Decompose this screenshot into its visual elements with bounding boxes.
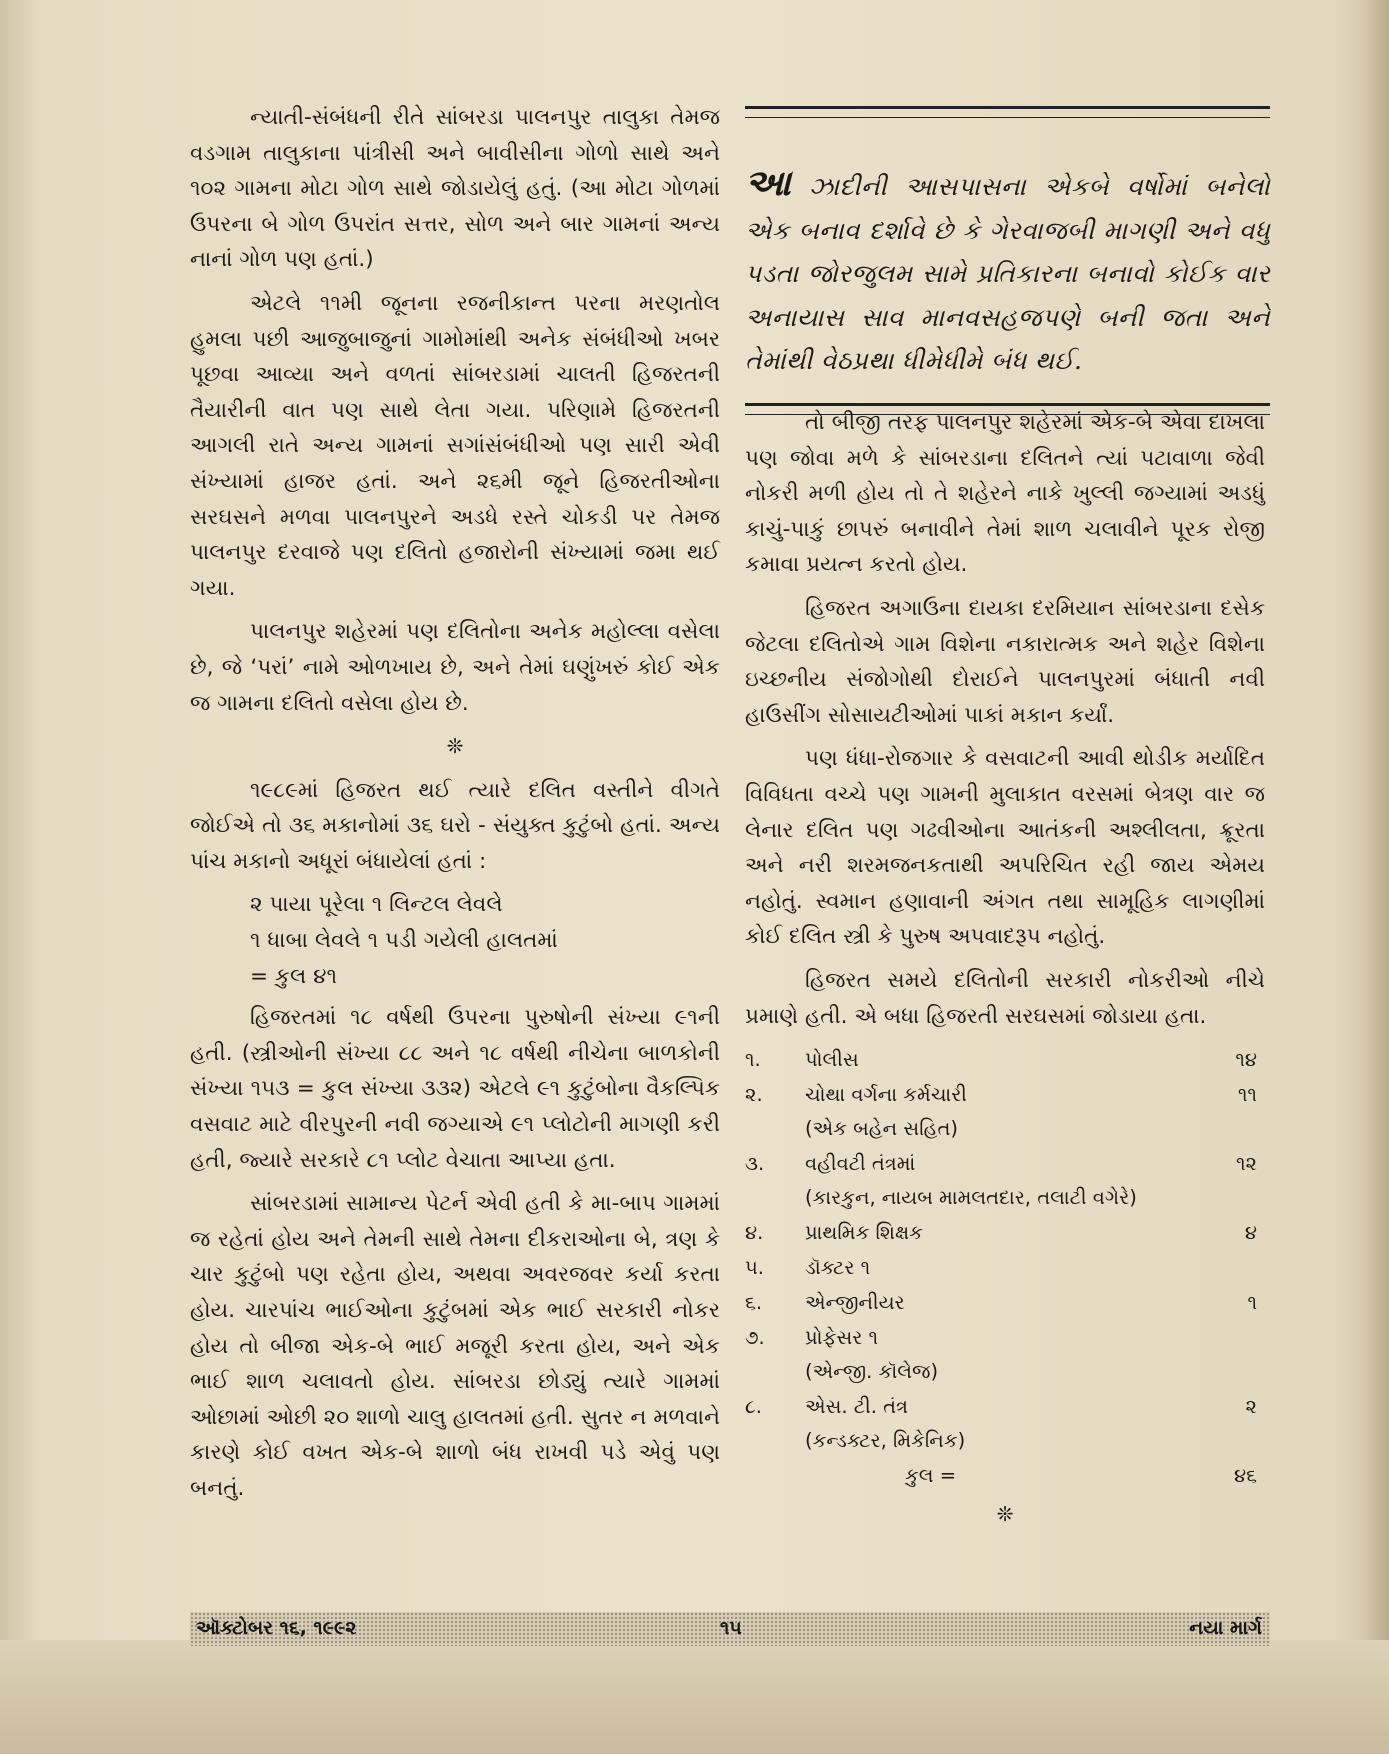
job-note: (કારકુન, નાયબ મામલતદાર, તલાટી વગેરે) xyxy=(805,1186,1137,1210)
total-label: કુલ = xyxy=(905,1464,957,1488)
job-label: પોલીસ xyxy=(805,1048,859,1072)
job-count xyxy=(1197,1250,1265,1285)
table-row xyxy=(745,1077,1265,1112)
job-number: ૧. xyxy=(745,1048,761,1072)
page-number: ૧૫ xyxy=(720,1617,742,1639)
job-count: ૧૪ xyxy=(1235,1048,1257,1072)
table-row xyxy=(745,1389,1265,1424)
section-divider-star: ❊ xyxy=(996,1502,1014,1527)
job-label: પ્રોફેસર ૧ xyxy=(805,1326,879,1350)
right-column xyxy=(745,405,1265,1541)
page-bottom-margin xyxy=(0,1640,1389,1754)
job-label: એન્જીનીયર xyxy=(805,1291,905,1315)
paragraph: ૧૯૮૯માં હિજરત થઈ ત્યારે દલિત વસ્તીને વીગતે જોઈએ તો ૩૬ મકાનોમાં ૩૬ ઘરો - સંયુક્ત કુટુંબો હતાં. અન્ય પાંચ મકાનો અધૂરાં બંધાયેલાં હતાં : xyxy=(190,777,720,874)
job-count: ૧૧ xyxy=(1237,1083,1257,1107)
job-count: ૪ xyxy=(1244,1221,1257,1245)
table-row xyxy=(745,1146,1265,1181)
job-number: ૪. xyxy=(745,1221,764,1245)
job-count: ૧૨ xyxy=(1235,1152,1257,1176)
footer-date: ઑક્ટોબર ૧૬, ૧૯૯૨ xyxy=(196,1617,357,1639)
pull-quote-top-rule xyxy=(745,106,1270,118)
table-cell-empty xyxy=(745,1424,805,1458)
list-item: ૧ ધાબા લેવલે ૧ પડી ગયેલી હાલતમાં xyxy=(250,928,558,954)
pull-quote-box xyxy=(745,106,1270,415)
table-row xyxy=(745,1250,1265,1285)
job-count xyxy=(1197,1320,1265,1355)
job-note: (એક બહેન સહિત) xyxy=(805,1117,958,1141)
paragraph: હિજરતમાં ૧૮ વર્ષથી ઉપરના પુરુષોની સંખ્યા ૯૧ની હતી. (સ્ત્રીઓની સંખ્યા ૮૮ અને ૧૮ વર્ષથી નીચેના બાળકોની સંખ્યા ૧૫૩ = કુલ સંખ્યા ૩૩૨) એટલે ૯૧ કુટુંબોના વૈકલ્પિક વસવાટ માટે વીરપુરની નવી જગ્યાએ ૯૧ પ્લોટોની માગણી કરી હતી, જ્યારે સરકારે ૮૧ પ્લોટ વેચાતા આપ્યા હતા. xyxy=(190,1005,720,1173)
page-footer xyxy=(190,1612,1270,1646)
job-count: ૨ xyxy=(1245,1395,1257,1419)
job-label: પ્રાથમિક શિક્ષક xyxy=(805,1221,923,1245)
job-number: ૩. xyxy=(745,1152,765,1176)
job-label: ડૉક્ટર ૧ xyxy=(805,1256,871,1280)
left-column xyxy=(190,100,720,1515)
table-row xyxy=(745,1285,1265,1320)
job-number: ૫. xyxy=(745,1256,765,1280)
list-total: = કુલ ૪૧ xyxy=(250,963,337,989)
page-edge xyxy=(1361,0,1389,1754)
paragraph: પણ ધંધા-રોજગાર કે વસવાટની આવી થોડીક મર્યાદિત વિવિધતા વચ્ચે પણ ગામની મુલાકાત વરસમાં બેત્રણ વાર જ લેનાર દલિત પણ ગઢવીઓના આતંકની અશ્લીલતા, ક્રૂરતા અને નરી શરમજનકતાથી અપરિચિત રહી જાય એમય નહોતું. સ્વમાન હણાવાની અંગત તથા સામૂહિક લાગણીમાં કોઈ દલિત સ્ત્રી કે પુરુષ અપવાદરૂપ નહોતું. xyxy=(745,746,1265,950)
job-note: (કન્ડક્ટર, મિકેનિક) xyxy=(805,1429,966,1453)
list-item: ૨ પાયા પૂરેલા ૧ લિન્ટલ લેવલે xyxy=(250,892,503,918)
paragraph: તો બીજી તરફ પાલનપુર શહેરમાં એક-બે એવા દાખલા પણ જોવા મળે કે સાંબરડાના દલિતને ત્યાં પટાવાળા જેવી નોકરી મળી હોય તો તે શહેરને નાકે ખુલ્લી જગ્યામાં અડધું કાચું-પાકું છાપરું બનાવીને તેમાં શાળ ચલાવીને પૂરક રોજી કમાવા પ્રયત્ન કરતો હોય. xyxy=(745,410,1265,578)
paragraph: ન્યાતી-સંબંધની રીતે સાંબરડા પાલનપુર તાલુકા તેમજ વડગામ તાલુકાના પાંત્રીસી અને બાવીસીના ગોળો સાથે અને ૧૦૨ ગામના મોટા ગોળ સાથે જોડાયેલું હતું. (આ મોટા ગોળમાં ઉપરના બે ગોળ ઉપરાંત સત્તર, સોળ અને બાર ગામનાં અન્ય નાનાં ગોળ પણ હતાં.) xyxy=(190,105,720,273)
paragraph: એટલે ૧૧મી જૂનના રજનીકાન્ત પરના મરણતોલ હુમલા પછી આજુબાજુનાં ગામોમાંથી અનેક સંબંધીઓ ખબર પૂછવા આવ્યા અને વળતાં સાંબરડામાં ચાલતી હિજરતની તૈયારીની વાત પણ સાથે લેતા ગયા. પરિણામે હિજરતની આગલી રાતે અન્ય ગામનાં સગાંસંબંધીઓ પણ સારી એવી સંખ્યામાં હાજર હતાં. અને ૨૬મી જૂને હિજરતીઓના સરઘસને મળવા પાલનપુરને અડધે રસ્તે ચોકડી પર તેમજ પાલનપુર દરવાજે પણ દલિતો હજારોની સંખ્યામાં જમા થઈ ગયા. xyxy=(190,290,720,601)
job-number: ૨. xyxy=(745,1083,763,1107)
job-label: ચોથા વર્ગના કર્મચારી xyxy=(805,1083,967,1107)
total-value: ૪૬ xyxy=(1233,1464,1257,1488)
paragraph: સાંબરડામાં સામાન્ય પેટર્ન એવી હતી કે મા-બાપ ગામમાં જ રહેતાં હોય અને તેમની સાથે તેમના દીકરાઓના બે, ત્રણ કે ચાર કુટુંબો પણ રહેતા હોય, અથવા અવરજવર કર્યા કરતા હોય. ચારપાંચ ભાઈઓના કુટુંબમાં એક ભાઈ સરકારી નોકર હોય તો બીજા એક-બે ભાઈ મજૂરી કરતા હોય, અને એક ભાઈ શાળ ચલાવતો હોય. સાંબરડા છોડ્યું ત્યારે ગામમાં ઓછામાં ઓછી ૨૦ શાળો ચાલુ હાલતમાં હતી. સુતર ન મળવાને કારણે કોઈ વખત એક-બે શાળો બંધ રાખવી પડે એવું પણ બનતું. xyxy=(190,1191,720,1501)
job-number: ૬. xyxy=(745,1291,763,1315)
job-label: એસ. ટી. તંત્ર xyxy=(805,1395,909,1419)
table-cell-empty xyxy=(745,1355,805,1389)
table-row xyxy=(745,1042,1265,1077)
table-cell-empty xyxy=(745,1181,805,1215)
table-row xyxy=(745,1320,1265,1355)
job-number: ૮. xyxy=(745,1395,762,1419)
table-subrow xyxy=(745,1181,1265,1215)
table-subrow xyxy=(745,1355,1265,1389)
job-count: ૧ xyxy=(1247,1291,1257,1315)
job-note: (એન્જી. કૉલેજ) xyxy=(805,1360,939,1384)
paragraph: હિજરત અગાઉના દાયકા દરમિયાન સાંબરડાના દસેક જેટલા દલિતોએ ગામ વિશેના નકારાત્મક અને શહેર વિશેના ઇચ્છનીય સંજોગોથી દોરાઈને પાલનપુરમાં બંધાતી નવી હાઉસીંગ સોસાયટીઓમાં પાકાં મકાન કર્યાં. xyxy=(745,595,1265,728)
paragraph: પાલનપુર શહેરમાં પણ દલિતોના અનેક મહોલ્લા વસેલા છે, જે ‘પરાં’ નામે ઓળખાય છે, અને તેમાં ઘણુંખરું કોઈ એક જ ગામના દલિતો વસેલા હોય છે. xyxy=(190,619,720,716)
job-number: ૭. xyxy=(745,1326,765,1350)
job-label: વહીવટી તંત્રમાં xyxy=(805,1152,916,1176)
paragraph: હિજરત સમયે દલિતોની સરકારી નોકરીઓ નીચે પ્રમાણે હતી. એ બધા હિજરતી સરઘસમાં જોડાયા હતા. xyxy=(745,967,1265,1029)
section-divider-star: ❊ xyxy=(446,734,464,759)
table-row xyxy=(745,1215,1265,1250)
pull-quote-text: આ ઝાદીની આસપાસના એકબે વર્ષોમાં બનેલો એક બનાવ દર્શાવે છે કે ગેરવાજબી માગણી અને વધુ પડતા જોરજુલમ સામે પ્રતિકારના બનાવો કોઈક વાર અનાયાસ સાવ માનવસહજપણે બની જતા અને તેમાંથી વેઠપ્રથા ધીમેધીમે બંધ થઈ. xyxy=(745,162,1270,375)
government-jobs-table xyxy=(745,1042,1265,1493)
table-total-row xyxy=(745,1458,1265,1493)
table-subrow xyxy=(745,1112,1265,1146)
table-subrow xyxy=(745,1424,1265,1458)
table-cell-empty xyxy=(745,1112,805,1146)
magazine-name: નયા માર્ગ xyxy=(1189,1617,1262,1639)
